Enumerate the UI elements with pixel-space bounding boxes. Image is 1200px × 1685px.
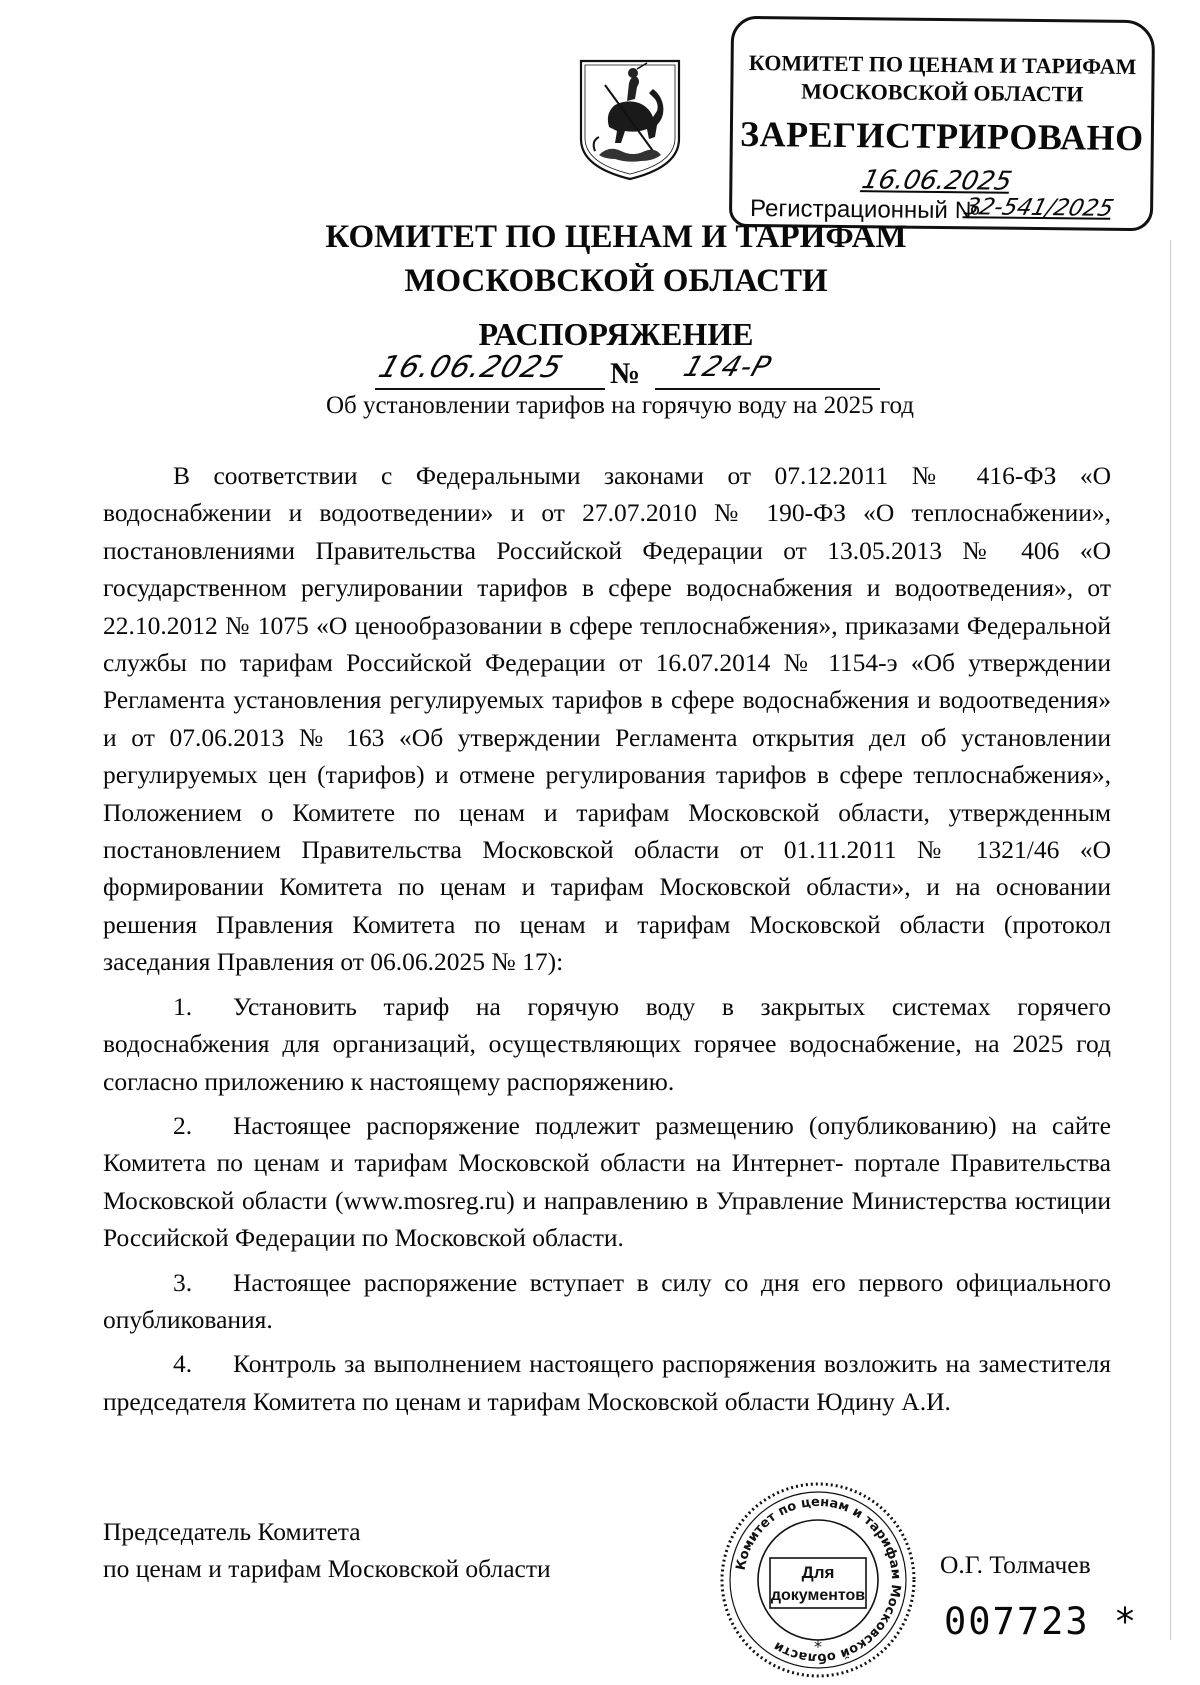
seal-ring-text: Комитет по ценам и тарифам Московской области [733,1494,904,1666]
stamp-date: 16.06.2025 [859,165,1015,197]
organization-title-line-2: МОСКОВСКОЙ ОБЛАСТИ [404,263,828,299]
number-underline [655,388,880,390]
stamp-registered-label: ЗАРЕГИСТРИРОВАНО [739,113,1144,159]
list-item [103,988,1111,1100]
list-item-number: 4. [173,1349,193,1379]
list-item [103,1107,1111,1257]
list-item [103,1264,1111,1339]
preamble-paragraph: В соответствии с Федеральными законами от 07.12.2011 № 416-ФЗ «О водоснабжении и водоотведении» и от 27.07.2010 № 190-ФЗ «О теплоснабжении», постановлениями Правительства Российской Федерации от 13.05.2013 № 406 «О государственном регулировании тарифов в сфере водоснабжения и водоотведения», от 22.10.2012 № 1075 «О ценообразовании в сфере теплоснабжения», приказами Федеральной службы по тарифам Российской Федерации от 16.07.2014 № 1154-э «Об утверждении Регламента установления регулируемых тарифов в сфере водоснабжения и водоотведения» и от 07.06.2013 № 163 «Об утверждении Регламента открытия дел об установлении регулируемых цен (тарифов) и отмене регулирования тарифов в сфере теплоснабжения», Положением о Комитете по ценам и тарифам Московской области, утвержденным постановлением Правительства Московской области от 01.11.2011 № 1321/46 «О формировании Комитета по ценам и тарифам Московской области», и на основании решения Правления Комитета по ценам и тарифам Московской области (протокол заседания Правления от 06.06.2025 № 17): [103,461,1111,977]
signatory-position [103,1513,551,1587]
list-item-text: Настоящее распоряжение вступает в силу со дня его первого официального опубликования. [103,1267,1111,1334]
stamp-org-line-2: МОСКОВСКОЙ ОБЛАСТИ [801,78,1084,107]
stamp-org-line-1: КОМИТЕТ ПО ЦЕНАМ И ТАРИФАМ [748,49,1137,80]
document-body [103,457,1111,1420]
stamp-organization [733,49,1152,109]
seal-center-line-1: Для [801,1563,835,1582]
seal-center-line-2: документов [770,1587,866,1604]
date-underline [375,388,605,390]
registration-stamp [729,16,1155,231]
list-item [103,1345,1111,1420]
signatory-position-line-2: по ценам и тарифам Московской области [103,1554,551,1583]
list-item-number: 2. [173,1110,193,1140]
coat-of-arms-emblem [575,55,685,183]
stamp-number: 32-541/2025 [961,194,1117,222]
organization-title-line-1: КОМИТЕТ ПО ЦЕНАМ И ТАРИФАМ [325,219,907,255]
document-date: 16.06.2025 [374,350,568,385]
signatory-name: О.Г. Толмачев [940,1550,1091,1579]
signatory-position-line-1: Председатель Комитета [103,1517,361,1546]
official-seal [708,1480,928,1680]
organization-title [0,215,1200,303]
list-item-text: Установить тариф на горячую воду в закрытых системах горячего водоснабжения для организаций, осуществляющих горячее водоснабжение, на 2025 год согласно приложению к настоящему распоряжению. [103,991,1111,1096]
list-item-text: Настоящее распоряжение подлежит размещению (опубликованию) на сайте Комитета по ценам и тарифам Московской области на Интернет- портале Правительства Московской области (www.mosreg.ru) и направлению в Управление Министерства юстиции Российской Федерации по Московской области. [103,1110,1111,1253]
seal-star: * [814,1637,822,1656]
document-subject: Об установлении тарифов на горячую воду на 2025 год [325,392,915,419]
list-item-number: 1. [173,991,193,1021]
list-item-number: 3. [173,1267,193,1297]
stamp-number-label: Регистрационный № [749,194,981,225]
document-number: 124-Р [679,350,776,383]
list-item-text: Контроль за выполнением настоящего распоряжения возложить на заместителя председателя Комитета по ценам и тарифам Московской области Юдину А.И. [103,1349,1111,1416]
scan-margin-line [1170,240,1171,1640]
document-serial-number: 007723 * [944,1600,1139,1643]
document-type-heading: РАСПОРЯЖЕНИЕ [478,316,754,352]
number-sign: № [610,357,641,390]
